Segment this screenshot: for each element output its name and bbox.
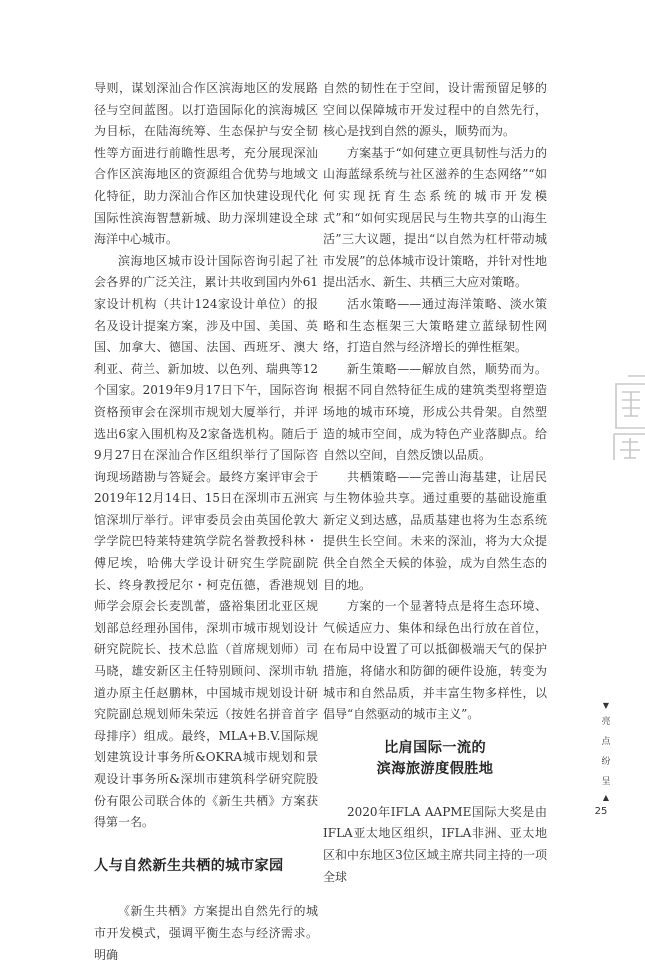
side-nav-char: 点 bbox=[601, 737, 611, 747]
paragraph: 滨海地区城市设计国际咨询引起了社会各界的广泛关注，累计共收到国内外61家设计机构（共计124家设计单位）的报名及设计提案方案，涉及中国、美国、英国、加拿大、德国、法国、西班牙、澳大利亚、荷兰、新加坡、以色列、瑞典等12个国家。2019年9月17日下午，国际咨询资格预审会在深圳市规划大厦举行，并评选出6家入围机构及2家备选机构。随后于9月27日在深汕合作区组织举行了国际咨询现场踏勘与答疑会。最终方案评审会于2019年12月14日、15日在深圳市五洲宾馆深圳厅举行。评审委员会由英国伦敦大学学院巴特莱特建筑学院名誉教授科林・傅尼埃，哈佛大学设计研究生学院副院长、终身教授尼尔・柯克伍德，香港规划师学会原会长麦凯蕾，盛裕集团北亚区规划部总经理孙国伟，深圳市城市规划设计研究院院长、技术总监（首席规划师）司马晓，雄安新区主任特别顾问、深圳市轨道办原主任赵鹏林，中国城市规划设计研究院副总规划师朱荣远（按姓名拼音首字母排序）组成。最终，MLA+B.V.国际规划建筑设计事务所&OKRA城市规划和景观设计事务所&深圳市建筑科学研究院股份有限公司联合体的《新生共栖》方案获得第一名。 bbox=[94, 253, 318, 830]
paragraph: 活水策略——通过海洋策略、淡水策略和生态框架三大策略建立蓝绿韧性网络，打造自然与经济增长的弹性框架。 bbox=[323, 296, 547, 355]
triangle-up-icon: ▲ bbox=[602, 793, 610, 802]
right-column bbox=[323, 78, 547, 888]
side-nav-char: 亮 bbox=[601, 717, 611, 727]
paragraph: 2020年IFLA AAPME国际大奖是由IFLA亚太地区组织，IFLA非洲、亚太地区和中东地区3位区域主席共同主持的一项全球 bbox=[323, 804, 547, 884]
paragraph: 方案基于“如何建立更具韧性与活力的山海蓝绿系统与社区滋养的生态网络”“如何实现抚育生态系统的城市开发模式”和“如何实现居民与生物共享的山海生活”三大议题，提出“以自然为杠杆带动城市发展”的总体城市设计策略，并针对性地提出活水、新生、共栖三大应对策略。 bbox=[323, 145, 547, 290]
left-column bbox=[94, 78, 318, 966]
side-nav-char: 呈 bbox=[601, 777, 611, 787]
side-nav-char: 纷 bbox=[601, 757, 611, 767]
paragraph: 导则，谋划深汕合作区滨海地区的发展路径与空间蓝图。以打造国际化的滨海城区为目标，在陆海统筹、生态保护与安全韧性等方面进行前瞻性思考，充分展现深汕合作区滨海地区的资源组合优势与地域文化特征，助力深汕合作区加快建设现代化国际性滨海智慧新城、助力深圳建设全球海洋中心城市。 bbox=[94, 81, 318, 247]
paragraph: 方案的一个显著特点是将生态环境、气候适应力、集体和绿色出行放在首位，在布局中设置了可以抵御极端天气的保护措施，将储水和防御的硬件设施，转变为城市和自然品质，并丰富生物多样性，以倡导“自然驱动的城市主义”。 bbox=[323, 599, 547, 722]
seal-mark-icon bbox=[606, 372, 645, 462]
section-heading bbox=[323, 738, 547, 780]
page-number: 25 bbox=[594, 806, 608, 817]
section-heading: 人与自然新生共栖的城市家园 bbox=[94, 857, 284, 874]
section-heading-line: 比肩国际一流的 bbox=[383, 739, 487, 756]
section-heading-line: 滨海旅游度假胜地 bbox=[376, 760, 494, 777]
paragraph: 《新生共栖》方案提出自然先行的城市开发模式，强调平衡生态与经济需求。明确 bbox=[94, 904, 318, 962]
paragraph: 新生策略——解放自然，顺势而为。根据不同自然特征生成的建筑类型将塑造场地的城市环境，形成公共骨架。自然塑造的城市空间，成为特色产业落脚点。给自然以空间，自然反馈以品质。 bbox=[323, 361, 547, 463]
triangle-down-icon: ▼ bbox=[602, 701, 610, 710]
paragraph: 自然的韧性在于空间，设计需预留足够的空间以保障城市开发过程中的自然先行，核心是找到自然的源头，顺势而为。 bbox=[323, 81, 547, 139]
side-nav-label bbox=[596, 700, 616, 804]
paragraph: 共栖策略——完善山海基建，让居民与生物体验共享。通过重要的基础设施重新定义到达感，品质基建也将为生态系统提供生长空间。未来的深汕，将为大众提供全自然全天候的体验，成为自然生态的目的地。 bbox=[323, 469, 547, 592]
